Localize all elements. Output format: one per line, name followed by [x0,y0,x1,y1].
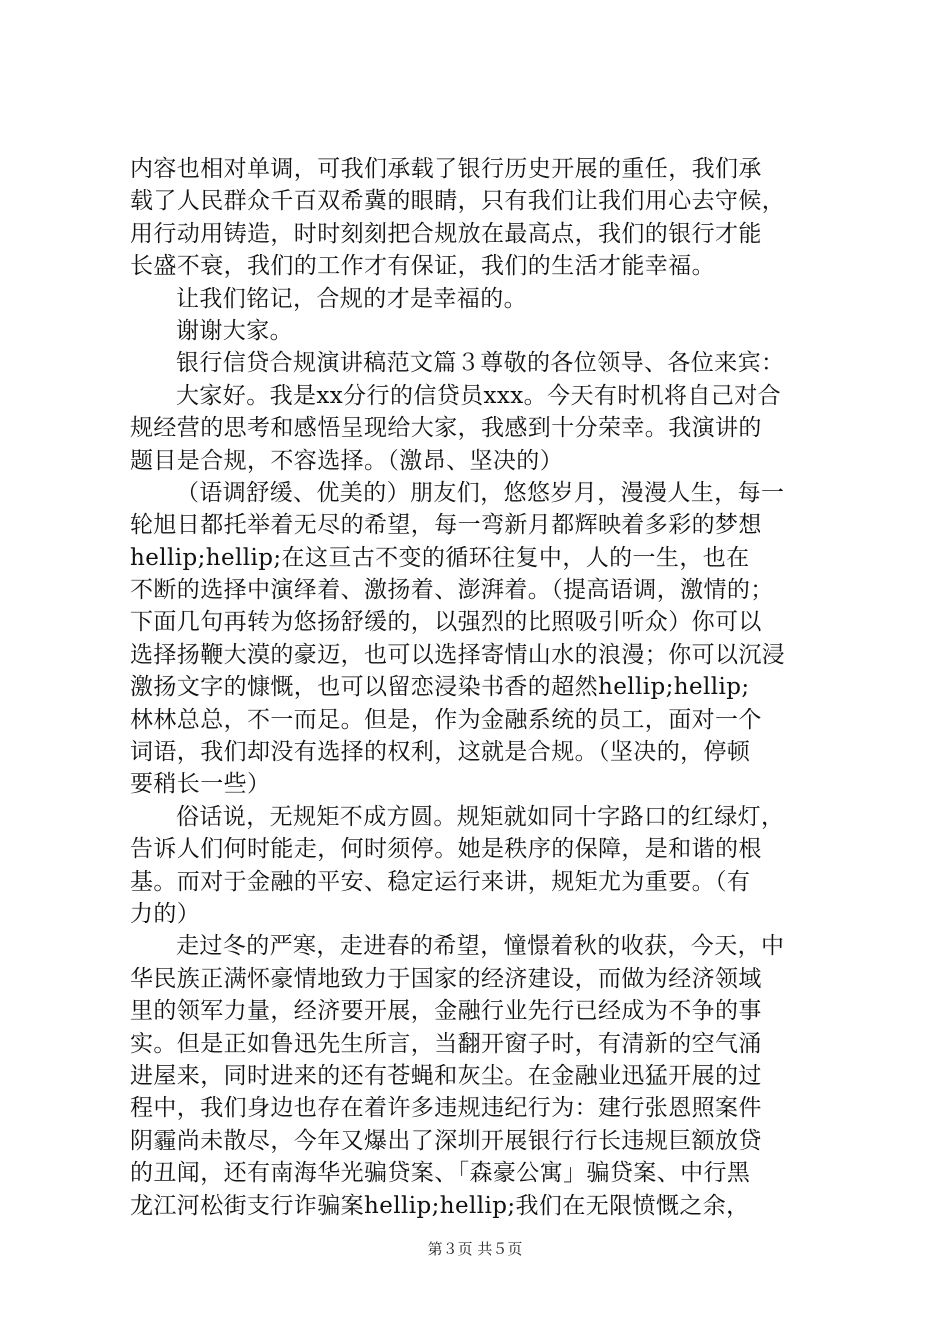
text-line: 选择扬鞭大漠的豪迈，也可以选择寄情山水的浪漫；你可以沉浸 [130,641,786,668]
text-line: 告诉人们何时能走，何时须停。她是秩序的保障，是和谐的根 [130,836,762,863]
text-line: 实。但是正如鲁迅先生所言，当翻开窗子时，有清新的空气涌 [130,1030,762,1057]
text-line: 里的领军力量，经济要开展，金融行业先行已经成为不争的事 [130,998,762,1025]
text-line: 的丑闻，还有南海华光骗贷案、「森豪公寓」骗贷案、中行黑 [130,1160,751,1187]
text-line: 词语，我们却没有选择的权利，这就是合规。（坚决的，停顿 [130,739,751,766]
text-line: 基。而对于金融的平安、稳定运行来讲，规矩尤为重要。（有 [130,868,751,895]
text-line: 力的） [130,900,201,927]
text-line: 长盛不衰，我们的工作才有保证，我们的生活才能幸福。 [130,253,715,280]
text-line: 程中，我们身边也存在着许多违规违纪行为：建行张恩照案件 [130,1095,762,1122]
text-line: 下面几句再转为悠扬舒缓的，以强烈的比照吸引听众）你可以 [130,609,762,636]
text-line: 林林总总，不一而足。但是，作为金融系统的员工，面对一个 [130,706,762,733]
text-line: 大家好。我是xx分行的信贷员xxx。今天有时机将自己对合 [176,382,782,409]
text-line: 不断的选择中演绎着、激扬着、澎湃着。（提高语调，激情的； [130,577,774,604]
text-line: 阴霾尚未散尽，今年又爆出了深圳开展银行行长违规巨额放贷 [130,1127,762,1154]
text-line: 谢谢大家。 [176,317,293,344]
text-line: 用行动用铸造，时时刻刻把合规放在最高点，我们的银行才能 [130,220,762,247]
text-line: hellip;hellip;在这亘古不变的循环往复中，人的一生，也在 [130,544,750,571]
text-line: （语调舒缓、优美的）朋友们，悠悠岁月，漫漫人生，每一 [176,479,785,506]
text-line: 轮旭日都托举着无尽的希望，每一弯新月都辉映着多彩的梦想 [130,512,762,539]
text-line: 龙江河松街支行诈骗案hellip;hellip;我们在无限愤慨之余， [130,1192,750,1219]
text-line: 银行信贷合规演讲稿范文篇３尊敬的各位领导、各位来宾： [176,350,785,377]
document-body [130,153,830,1222]
text-line: 走过冬的严寒，走进春的希望，憧憬着秋的收获，今天，中 [176,933,785,960]
text-line: 内容也相对单调，可我们承载了银行历史开展的重任，我们承 [130,156,762,182]
text-line: 让我们铭记，合规的才是幸福的。 [176,285,527,312]
text-line: 要稍长一些） [130,771,271,798]
page-footer: 第３页 共５页 [427,1240,523,1258]
text-line: 载了人民群众千百双希冀的眼睛，只有我们让我们用心去守候， [130,188,786,215]
text-line: 俗话说，无规矩不成方圆。规矩就如同十字路口的红绿灯， [176,803,785,830]
text-line: 规经营的思考和感悟呈现给大家，我感到十分荣幸。我演讲的 [130,415,762,442]
text-line: 华民族正满怀豪情地致力于国家的经济建设，而做为经济领域 [130,965,762,992]
text-line: 题目是合规，不容选择。（激昂、坚决的） [130,447,564,474]
text-line: 进屋来，同时进来的还有苍蝇和灰尘。在金融业迅猛开展的过 [130,1062,762,1089]
text-line: 激扬文字的慷慨，也可以留恋浸染书香的超然hellip;hellip; [130,674,750,701]
